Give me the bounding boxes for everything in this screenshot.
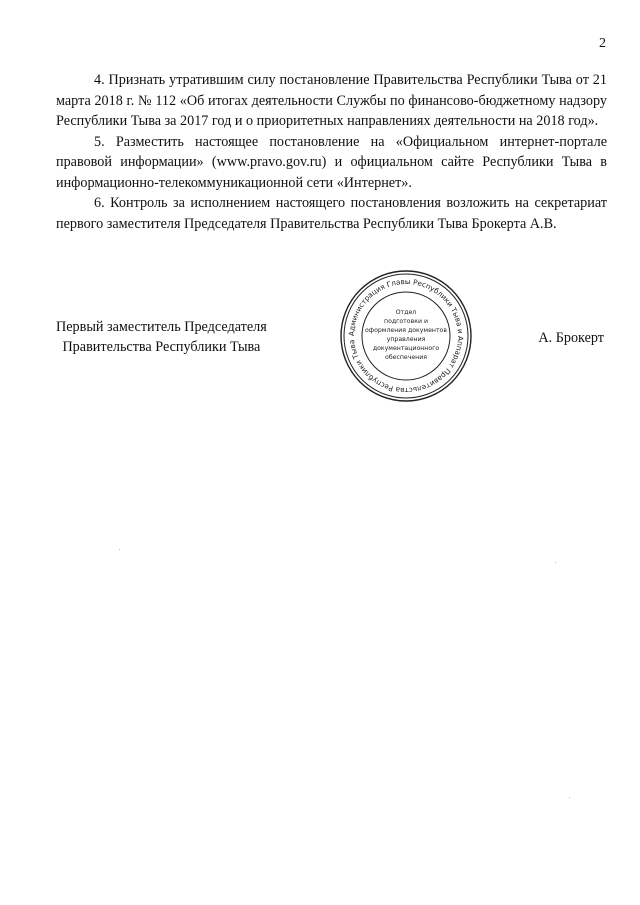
paragraph-5: 5. Разместить настоящее постановление на «Официальном интернет-портале правовой информации» (www.pravo.gov.ru) и официальном сайте Республики Тыва в информационно-телекоммуникационной сети «Интернет». bbox=[56, 133, 607, 191]
seal-line-6: обеспечения bbox=[385, 354, 427, 361]
signer-name: А. Брокерт bbox=[538, 330, 604, 346]
seal-line-2: подготовки и bbox=[384, 318, 428, 325]
signatory-position bbox=[56, 317, 267, 357]
scan-speck bbox=[569, 797, 570, 798]
scan-speck bbox=[555, 562, 556, 563]
seal-line-1: Отдел bbox=[395, 309, 417, 316]
seal-ring-text: Администрация Главы Республики Тыва и Аппарат Правительства Республики Тыва bbox=[346, 276, 466, 396]
seal-line-5: документационного bbox=[372, 345, 440, 352]
signatory-position-line-1: Первый заместитель Председателя bbox=[56, 319, 267, 335]
paragraph-4: 4. Признать утратившим силу постановление Правительства Республики Тыва от 21 марта 2018 г. № 112 «Об итогах деятельности Службы по финансово-бюджетному надзору Республики Тыва за 2017 год и о приоритетных направлениях деятельности на 2018 год». bbox=[56, 72, 607, 129]
seal-line-4: управления bbox=[386, 336, 426, 343]
page-number: 2 bbox=[599, 36, 606, 51]
official-seal-stamp bbox=[338, 268, 474, 404]
paragraph-6: 6. Контроль за исполнением настоящего постановления возложить на секретариат первого заместителя Председателя Правительства Республики Тыва Брокерта А.В. bbox=[56, 195, 607, 232]
seal-line-3: оформления документов bbox=[365, 327, 447, 334]
document-body bbox=[56, 70, 607, 234]
scan-speck bbox=[119, 549, 120, 550]
signatory-position-line-2: Правительства Республики Тыва bbox=[62, 339, 261, 355]
